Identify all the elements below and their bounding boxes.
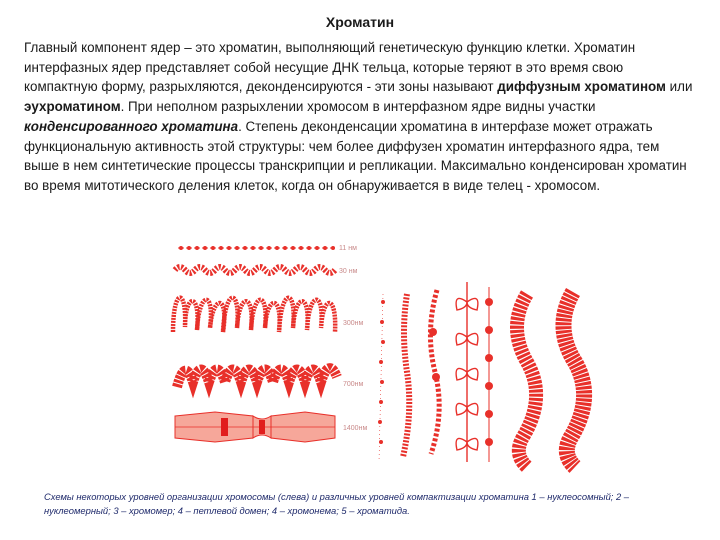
term-condensed-chromatin: конденсированного хроматина [24, 118, 239, 134]
text-part-1: Главный компонент ядер – это хроматин, выполняющий генетическую функцию клетки. Хроматин интерфазных ядер представляет собой несущие ДНК тельца, которые теряют в это время свою компактную форму, разрыхляются, деконденсируются - эти зоны называют [24, 40, 636, 95]
text-part-3: . При неполном разрыхлении хромосом в интерфазном ядре видны участки [120, 99, 596, 115]
level-6-chromosome-arm [563, 292, 584, 467]
label-700nm: 700нм [343, 381, 364, 388]
label-30nm: 30 нм [339, 268, 358, 275]
term-diffuse-chromatin: диффузным хроматином [497, 79, 666, 95]
term-euchromatin: эухроматином [24, 99, 121, 115]
main-paragraph [24, 38, 696, 196]
level-5-chromatid [517, 294, 536, 467]
loop-domains [173, 298, 335, 332]
label-11nm: 11 нм [339, 245, 357, 252]
text-part-4: . Степень деконденсации хроматина в интерфазе может отражать функциональную активность этой структуры: чем более диффузен хроматин интерфазного ядра, тем выше в нем синтетические процессы транскрипции и репликации. Максимально конденсирован хроматин во время митотического деления клеток, когда он обнаруживается в виде телец - хромосом. [24, 118, 687, 193]
level-1-nucleosomal [378, 294, 385, 462]
figure-caption: Схемы некоторых уровней организации хромосомы (слева) и различных уровней компактизации хроматина 1 – нуклеосомный; 2 – нуклеомерный; 3 – хромомер; 4 – петлевой домен; 4 – хромонема; 5 – хроматида. [44, 491, 630, 516]
label-1400nm: 1400нм [343, 425, 368, 432]
nucleosome-string [178, 246, 335, 250]
chromatin-levels-figure [155, 232, 605, 482]
level-3-chromomeric [429, 290, 440, 454]
level-4-chromonema [485, 287, 493, 462]
text-part-2: или [665, 79, 693, 95]
label-300nm: 300нм [343, 320, 364, 327]
metaphase-chromosome [175, 412, 335, 442]
level-2-nucleomeric [403, 294, 409, 457]
level-4-loop-domain [456, 282, 478, 462]
slide-title: Хроматин [325, 14, 395, 30]
condensed-section [177, 368, 337, 387]
solenoid-fiber [175, 267, 335, 273]
